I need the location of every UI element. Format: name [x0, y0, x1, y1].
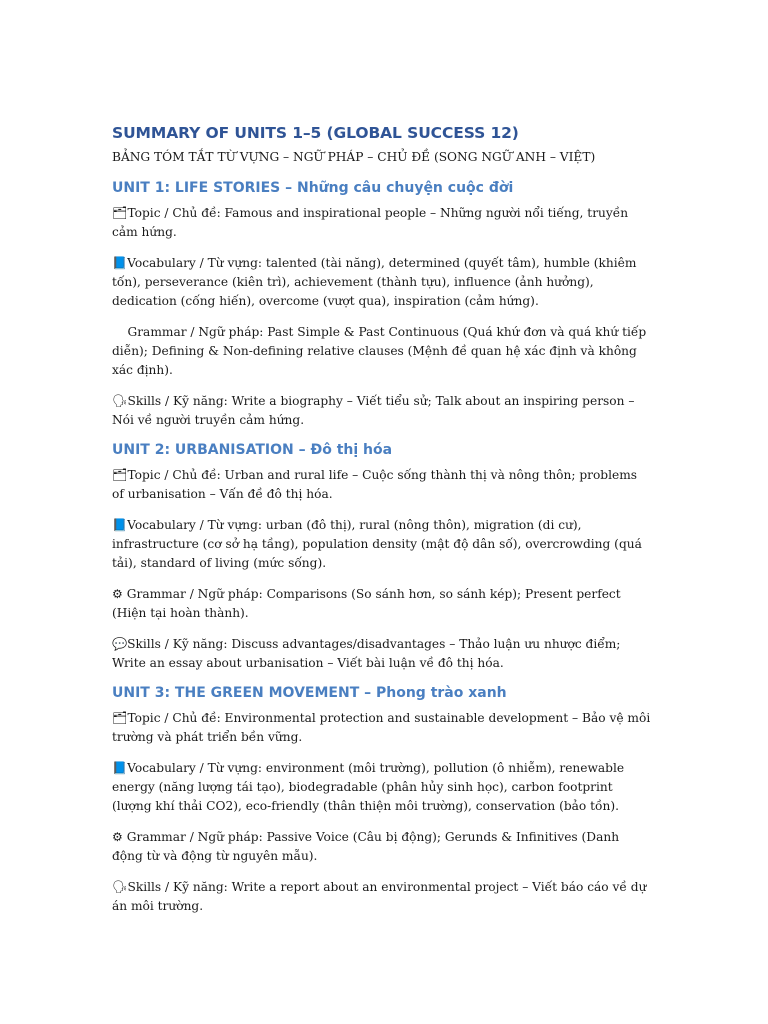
- document-content: [112, 124, 652, 928]
- topic-paragraph: 🗂Topic / Chủ đề: Environmental protection and sustainable development – Bảo vệ môi trường và phát triển bền vững.: [112, 711, 651, 744]
- grammar-paragraph: ⚙ Grammar / Ngữ pháp: Passive Voice (Câu bị động); Gerunds & Infinitives (Danh động từ và động từ nguyên mẫu).: [112, 830, 620, 863]
- unit-heading: UNIT 3: THE GREEN MOVEMENT – Phong trào xanh: [112, 685, 507, 701]
- skills-paragraph: 🗣Skills / Kỹ năng: Write a biography – Viết tiểu sử; Talk about an inspiring person – Nói về người truyền cảm hứng.: [112, 394, 635, 427]
- skills-paragraph: 💬Skills / Kỹ năng: Discuss advantages/disadvantages – Thảo luận ưu nhược điểm; Write an essay about urbanisation – Viết bài luận về đô thị hóa.: [112, 637, 621, 670]
- unit-1-section: [112, 180, 652, 430]
- document-title: SUMMARY OF UNITS 1–5 (GLOBAL SUCCESS 12): [112, 124, 519, 142]
- topic-paragraph: 🗂Topic / Chủ đề: Urban and rural life – Cuộc sống thành thị và nông thôn; problems of urbanisation – Vấn đề đô thị hóa.: [112, 468, 638, 501]
- skills-paragraph: 🗣Skills / Kỹ năng: Write a report about an environmental project – Viết báo cáo về dự án môi trường.: [112, 880, 647, 913]
- unit-2-section: [112, 442, 652, 673]
- grammar-paragraph: Grammar / Ngữ pháp: Past Simple & Past Continuous (Quá khứ đơn và quá khứ tiếp diễn); Defining & Non-defining relative clauses (Mệnh đề quan hệ xác định và không xác định).: [112, 325, 651, 377]
- topic-paragraph: 🗂Topic / Chủ đề: Famous and inspirational people – Những người nổi tiếng, truyền cảm hứng.: [112, 206, 629, 239]
- unit-3-section: [112, 685, 652, 916]
- vocabulary-paragraph: 📘Vocabulary / Từ vựng: urban (đô thị), rural (nông thôn), migration (di cư), infrastructure (cơ sở hạ tầng), population density (mật độ dân số), overcrowding (quá tải), standard of living (mức sống).: [112, 518, 642, 570]
- unit-heading: UNIT 2: URBANISATION – Đô thị hóa: [112, 442, 393, 458]
- document-subtitle: BẢNG TÓM TẮT TỪ VỰNG – NGỮ PHÁP – CHỦ ĐỀ (SONG NGỮ ANH – VIỆT): [112, 150, 596, 164]
- vocabulary-paragraph: 📘Vocabulary / Từ vựng: talented (tài năng), determined (quyết tâm), humble (khiêm tốn), perseverance (kiên trì), achievement (thành tựu), influence (ảnh hưởng), dedication (cống hiến), overcome (vượt qua), inspiration (cảm hứng).: [112, 256, 637, 308]
- grammar-paragraph: ⚙ Grammar / Ngữ pháp: Comparisons (So sánh hơn, so sánh kép); Present perfect (Hiện tại hoàn thành).: [112, 587, 621, 620]
- vocabulary-paragraph: 📘Vocabulary / Từ vựng: environment (môi trường), pollution (ô nhiễm), renewable energy (năng lượng tái tạo), biodegradable (phân hủy sinh học), carbon footprint (lượng khí thải CO2), eco-friendly (thân thiện môi trường), conservation (bảo tồn).: [112, 761, 625, 813]
- unit-heading: UNIT 1: LIFE STORIES – Những câu chuyện cuộc đời: [112, 180, 514, 196]
